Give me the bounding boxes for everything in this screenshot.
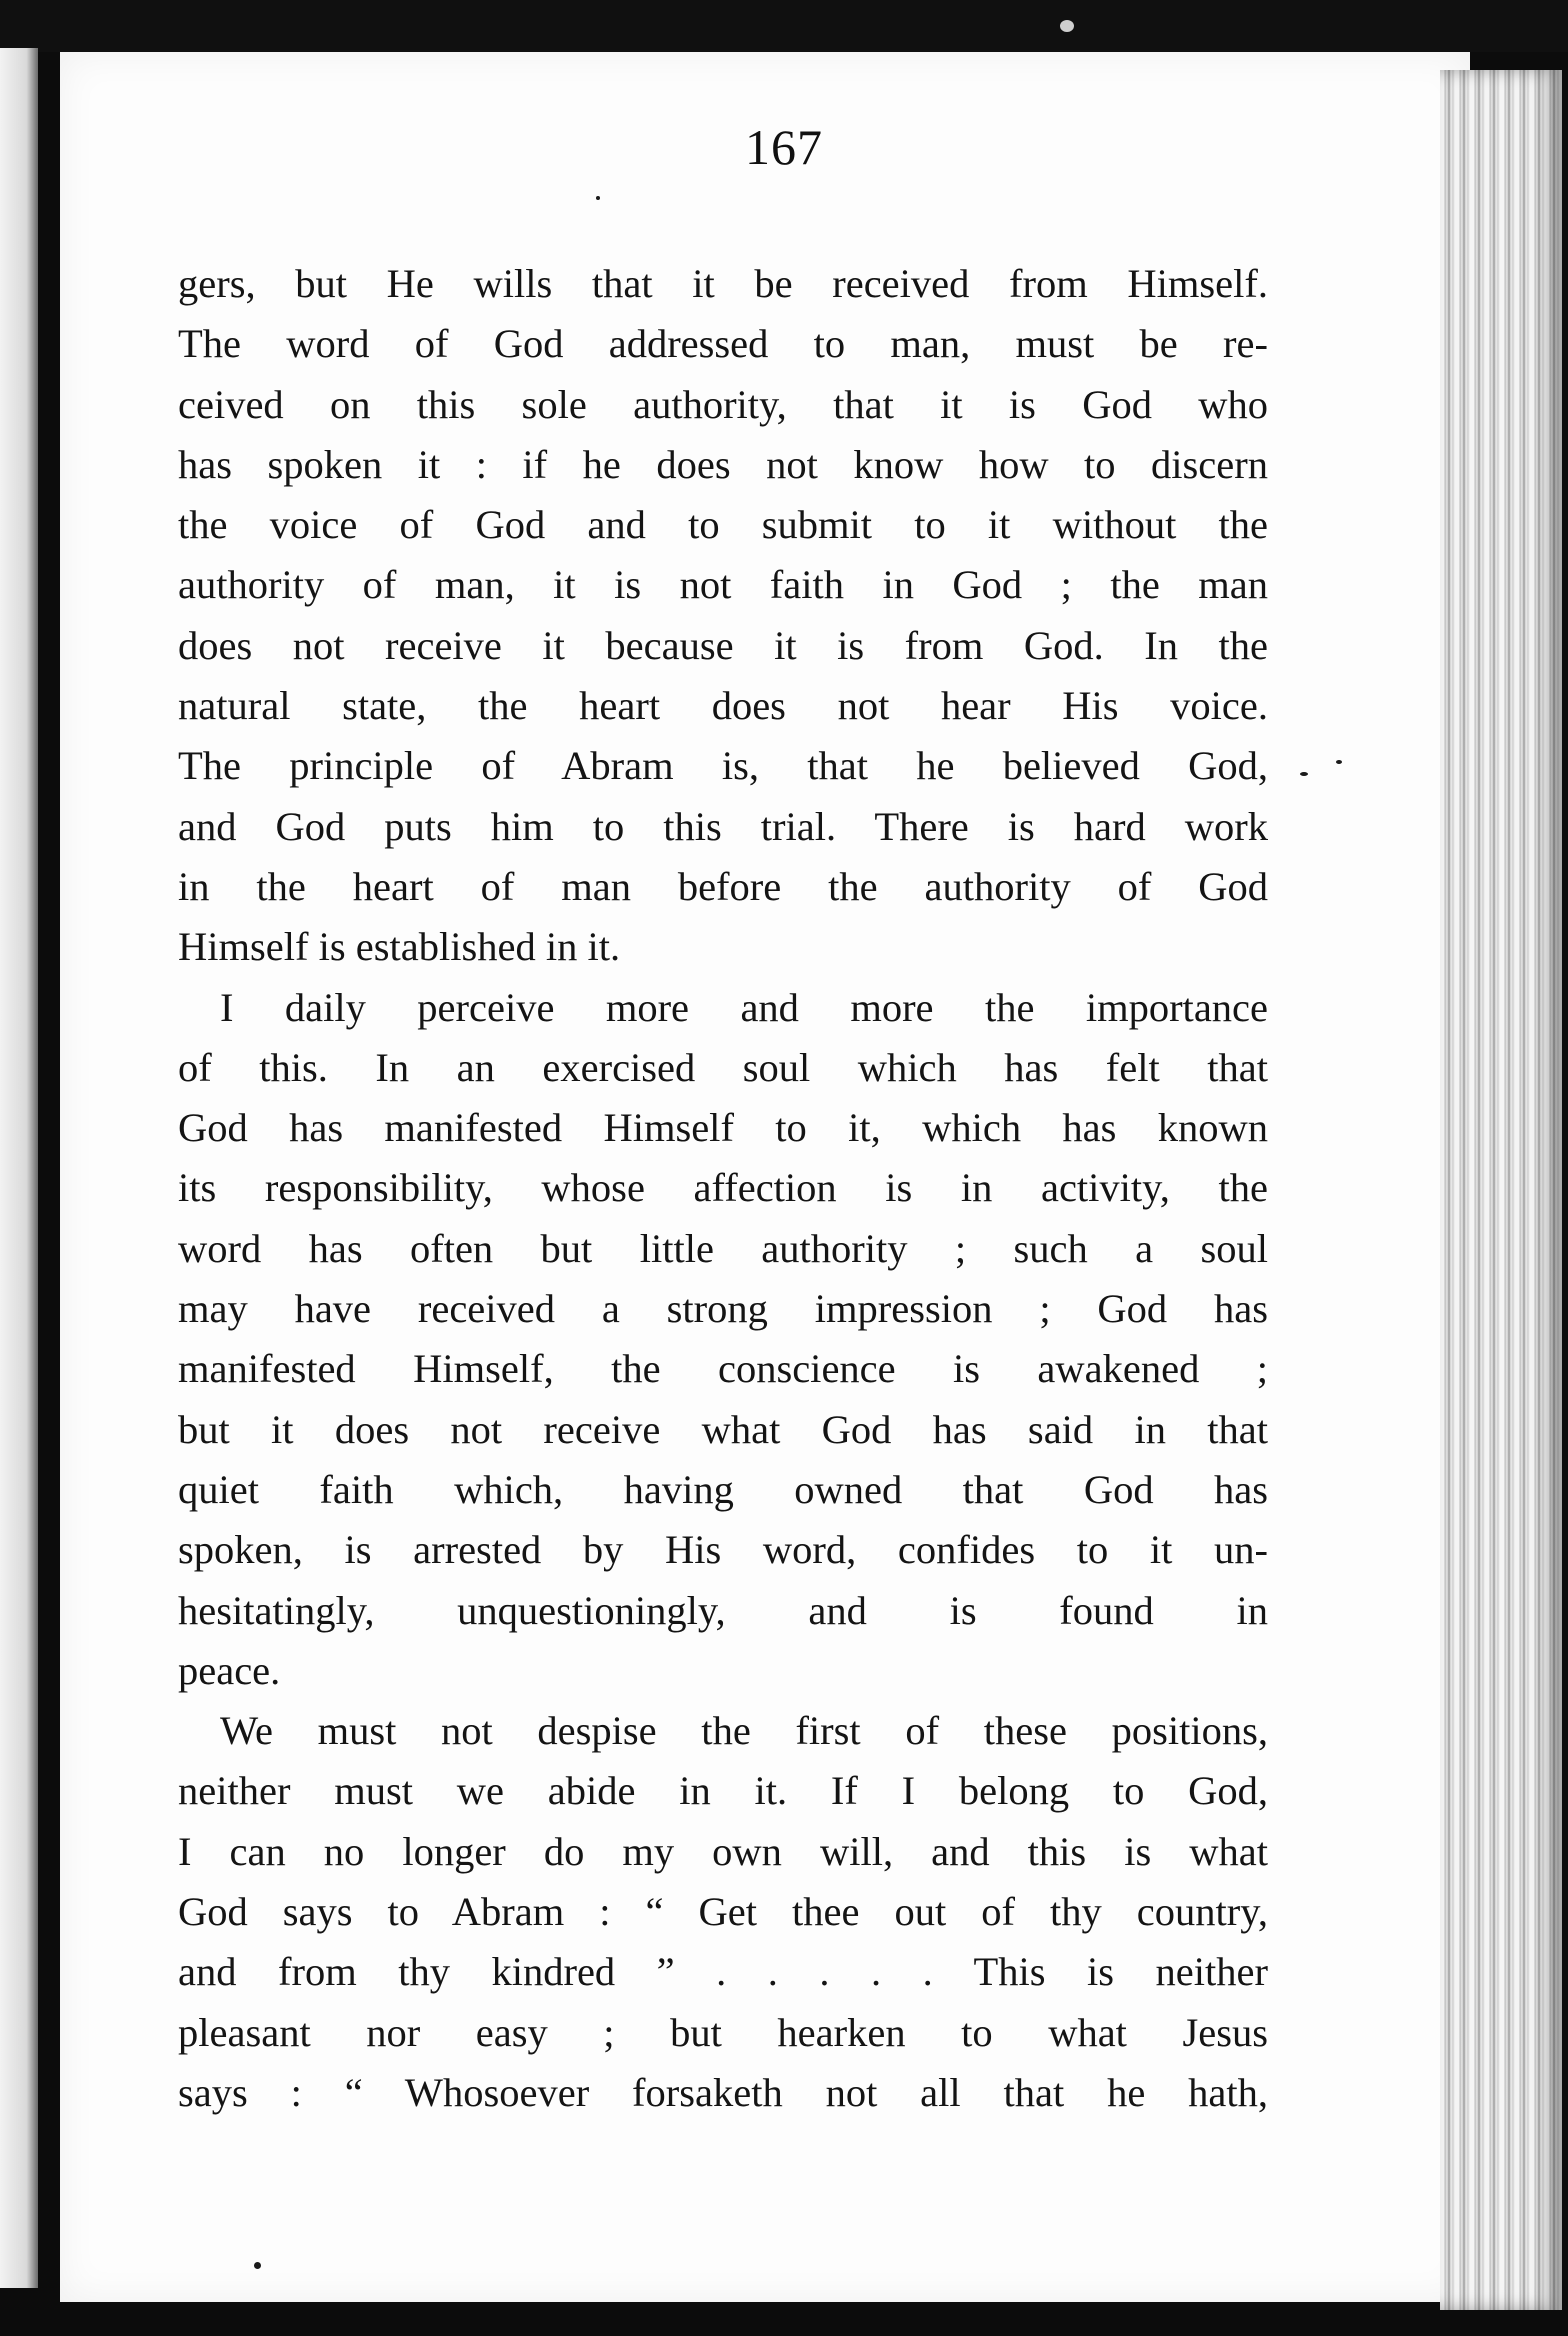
page-number: 167 [745, 119, 823, 175]
body-text [178, 254, 1268, 2123]
scanner-top-band [0, 0, 1568, 52]
text-line: pleasant nor easy ; but hearken to what Jesus [178, 2009, 1268, 2055]
scan-speck [596, 196, 600, 200]
text-line: hesitatingly, unquestioningly, and is found in [178, 1587, 1268, 1633]
text-line: its responsibility, whose affection is in activity, the [178, 1165, 1268, 1211]
scan-speck [1060, 20, 1074, 32]
text-line: God has manifested Himself to it, which has known [178, 1105, 1268, 1151]
text-line: gers, but He wills that it be received from Himself. [178, 261, 1268, 306]
text-line: We must not despise the first of these positions, [220, 1708, 1268, 1754]
paragraph-1 [178, 254, 1268, 978]
text-line: has spoken it : if he does not know how to discern [178, 441, 1268, 487]
paragraph-3 [178, 1701, 1268, 2123]
text-line: neither must we abide in it. If I belong to God, [178, 1768, 1268, 1814]
text-line: in the heart of man before the authority of God [178, 863, 1268, 909]
text-line: and from thy kindred ” . . . . . This is neither [178, 1949, 1268, 1995]
scan-speck [254, 2262, 261, 2269]
text-line: authority of man, it is not faith in God ; the man [178, 562, 1268, 608]
text-line: The word of God addressed to man, must be re- [178, 321, 1268, 367]
text-line: may have received a strong impression ; God has [178, 1286, 1268, 1332]
text-line: says : “ Whosoever forsaketh not all that he hath, [178, 2069, 1268, 2115]
text-line: The principle of Abram is, that he believed God, [178, 743, 1268, 789]
text-line: but it does not receive what God has said in that [178, 1406, 1268, 1452]
text-line: quiet faith which, having owned that God has [178, 1466, 1268, 1512]
text-line: word has often but little authority ; such a soul [178, 1225, 1268, 1271]
text-line: I can no longer do my own will, and this is what [178, 1828, 1268, 1874]
paragraph-2 [178, 978, 1268, 1702]
text-line: manifested Himself, the conscience is awakened ; [178, 1346, 1268, 1392]
facing-page-edge [0, 48, 38, 2288]
scan-speck [1336, 760, 1342, 764]
text-line: peace. [178, 1647, 281, 1693]
scan-speck [1300, 772, 1308, 776]
text-line: of this. In an exercised soul which has felt that [178, 1044, 1268, 1090]
text-line: ceived on this sole authority, that it is God who [178, 381, 1268, 427]
text-line: I daily perceive more and more the importance [220, 984, 1268, 1030]
text-line: and God puts him to this trial. There is hard work [178, 803, 1268, 849]
text-line: Himself is established in it. [178, 924, 621, 970]
page-edges-stack [1440, 70, 1562, 2310]
text-line: does not receive it because it is from God. In the [178, 622, 1268, 668]
text-line: the voice of God and to submit to it without the [178, 502, 1268, 548]
text-line: spoken, is arrested by His word, confides to it un- [178, 1527, 1268, 1573]
text-line: God says to Abram : “ Get thee out of thy country, [178, 1889, 1268, 1935]
text-line: natural state, the heart does not hear His voice. [178, 683, 1268, 729]
